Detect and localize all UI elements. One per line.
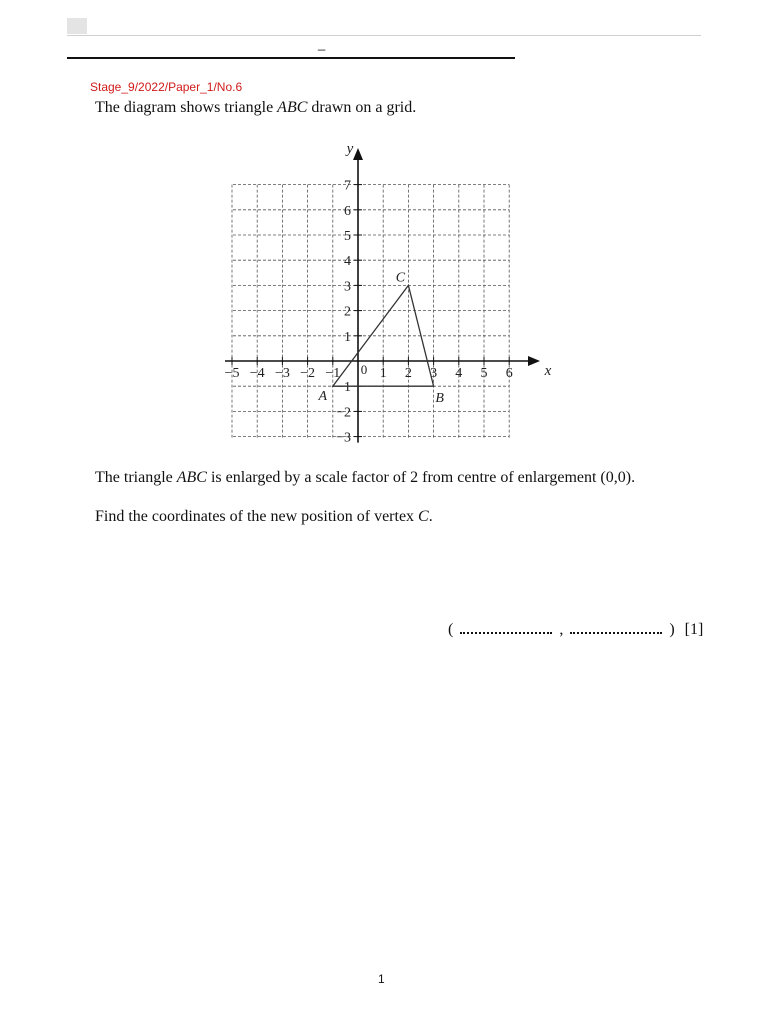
y-tick-label: 1 [344,329,351,345]
vertex-label-a: A [318,389,328,405]
question-task: The triangle ABC is enlarged by a scale factor of 2 from centre of enlargement (0,0). [95,469,636,486]
y-tick-label: 5 [344,229,351,244]
x-axis-label: x [544,363,552,379]
x-tick-label: −5 [224,366,240,381]
x-tick-label: 3 [430,366,438,381]
x-tick-label: 6 [505,366,513,381]
answer-line: ( , ) [1] [448,621,704,638]
y-tick-label: 4 [344,254,351,270]
y-axis-label: y [346,141,354,157]
x-tick-label: −2 [300,366,316,381]
question-intro: The diagram shows triangle ABC drawn on a grid. [95,99,417,116]
coordinate-grid [0,0,768,460]
x-tick-label: −3 [274,366,290,381]
question-reference: Stage_9/2022/Paper_1/No.6 [90,80,243,94]
origin-label: 0 [360,362,368,377]
y-tick-label: 3 [344,279,351,295]
question-prompt: Find the coordinates of the new position of vertex C. [95,508,433,525]
answer-y-field[interactable] [570,622,662,634]
x-tick-label: 1 [379,366,387,381]
vertex-label-b: B [435,391,444,407]
y-tick-label: 6 [344,203,351,219]
y-tick-label: 2 [344,304,351,320]
x-tick-label: 2 [404,366,412,381]
vertex-label-c: C [395,270,406,286]
x-axis-arrow [528,356,540,366]
x-tick-label: 5 [480,366,488,381]
y-tick-label: −1 [336,380,351,396]
y-axis-arrow [353,148,363,160]
y-tick-label: 7 [344,178,351,194]
x-tick-label: −4 [249,366,265,381]
y-tick-label: −2 [336,405,351,421]
marks-label: [1] [684,621,704,638]
page-number: 1 [378,972,385,986]
header-dash: _ [318,36,326,51]
y-tick-label: −3 [336,430,351,446]
x-tick-label: −1 [325,366,341,381]
x-tick-label: 4 [455,366,463,381]
coordinate-grid-diagram [0,0,768,465]
answer-x-field[interactable] [460,622,552,634]
